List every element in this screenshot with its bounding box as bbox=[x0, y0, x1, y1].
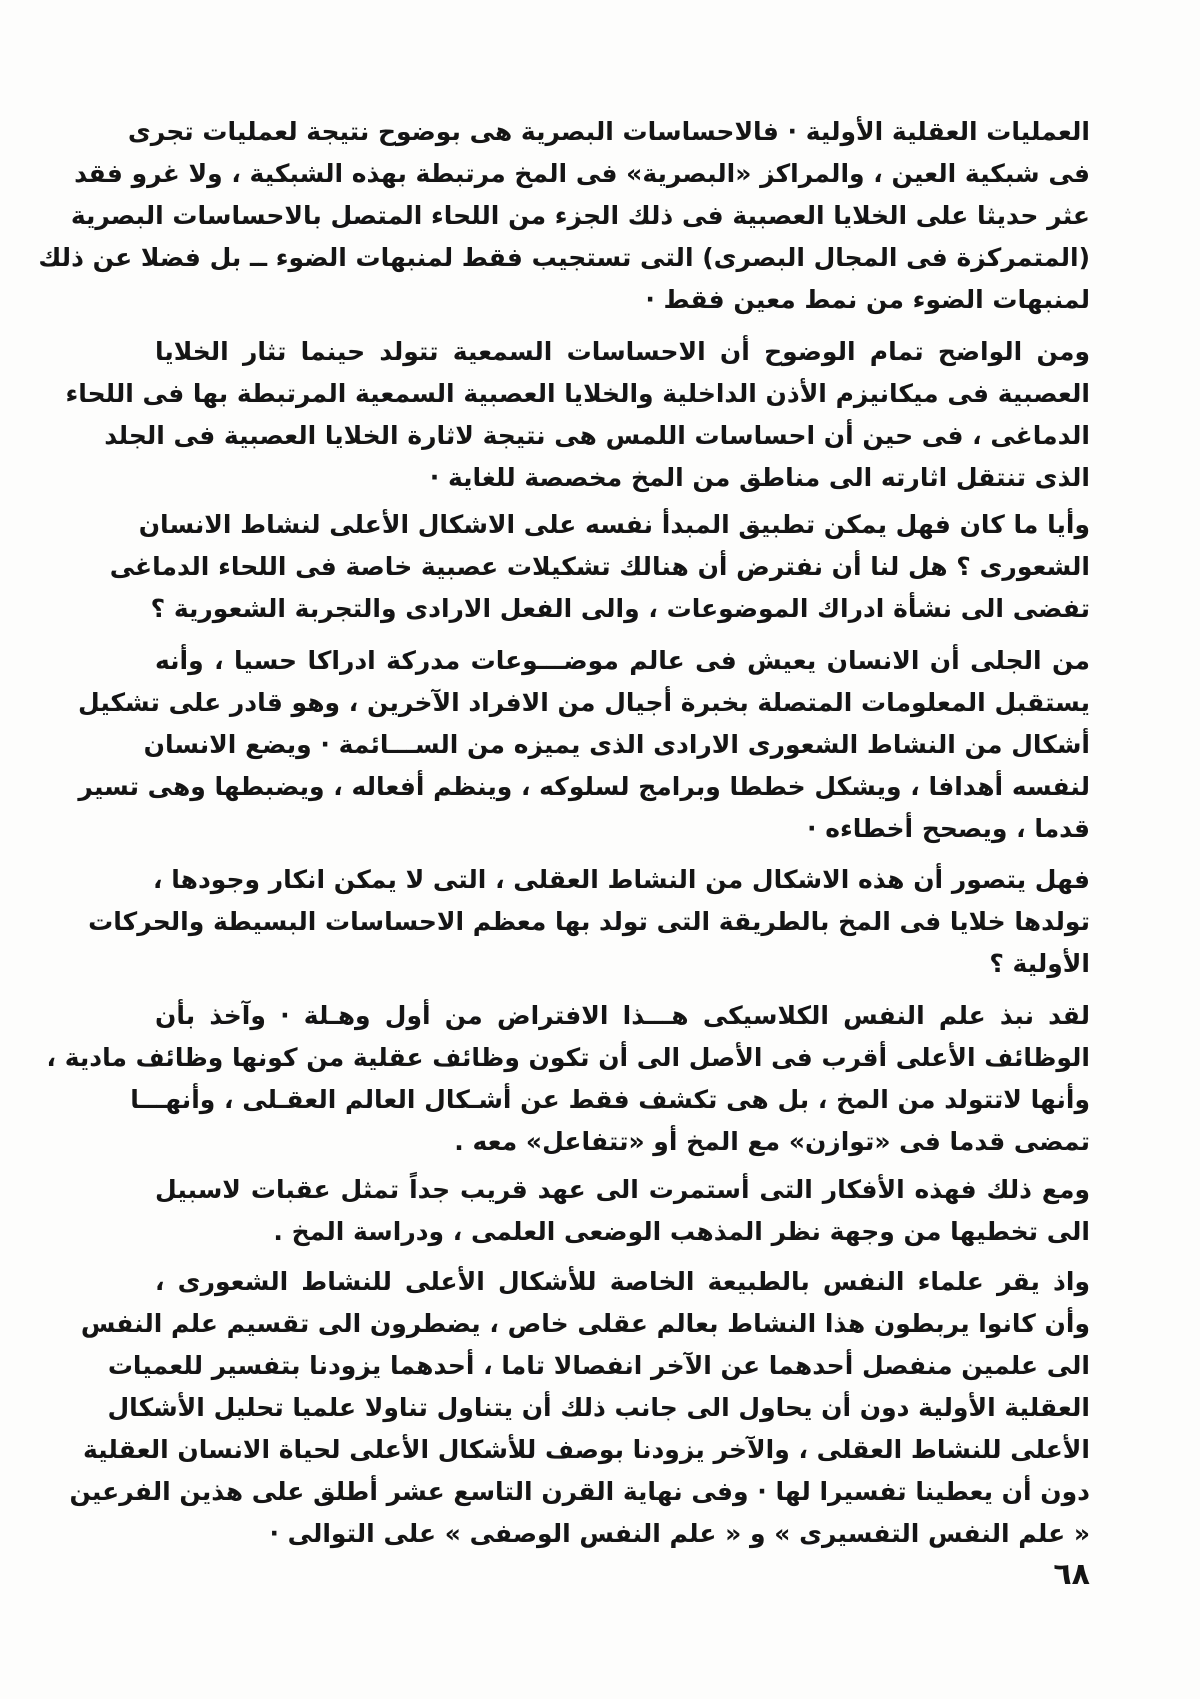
text-line: أشكال من النشاط الشعورى الارادى الذى يميزه من الســـائمة · ويضع الانسان bbox=[143, 730, 1090, 759]
text-line: الدماغى ، فى حين أن احساسات اللمس هى نتيجة لاثارة الخلايا العصبية فى الجلد bbox=[104, 421, 1090, 450]
text-line: (المتمركزة فى المجال البصرى) التى تستجيب فقط لمنبهات الضوء ــ بل فضلا عن ذلك bbox=[38, 243, 1090, 272]
text-line: لمنبهات الضوء من نمط معين فقط · bbox=[645, 285, 1090, 314]
text-line: وأنها لاتتولد من المخ ، بل هى تكشف فقط عن أشـكال العالم العقـلى ، وأنهـــا bbox=[130, 1085, 1090, 1114]
text-line: تمضى قدما فى «توازن» مع المخ أو «تتفاعل» معه . bbox=[454, 1127, 1090, 1156]
text-line: وأن كانوا يربطون هذا النشاط بعالم عقلى خاص ، يضطرون الى تقسيم علم النفس bbox=[80, 1309, 1090, 1338]
page-number: ٦٨ bbox=[1053, 1557, 1090, 1592]
text-line: يستقبل المعلومات المتصلة بخبرة أجيال من الافراد الآخرين ، وهو قادر على تشكيل bbox=[78, 688, 1090, 717]
text-line: الى تخطيها من وجهة نظر المذهب الوضعى العلمى ، ودراسة المخ . bbox=[273, 1217, 1090, 1246]
text-line: واذ يقر علماء النفس بالطبيعة الخاصة للأشكال الأعلى للنشاط الشعورى ، bbox=[155, 1267, 1090, 1296]
text-line: الوظائف الأعلى أقرب فى الأصل الى أن تكون وظائف عقلية من كونها وظائف مادية ، bbox=[46, 1043, 1090, 1072]
text-line: الشعورى ؟ هل لنا أن نفترض أن هنالك تشكيلات عصبية خاصة فى اللحاء الدماغى bbox=[109, 552, 1090, 581]
text-line: ومع ذلك فهذه الأفكار التى أستمرت الى عهد قريب جداً تمثل عقبات لاسبيل bbox=[155, 1175, 1090, 1204]
text-line: تولدها خلايا فى المخ بالطريقة التى تولد بها معظم الاحساسات البسيطة والحركات bbox=[88, 907, 1090, 936]
text-line: ومن الواضح تمام الوضوح أن الاحساسات السمعية تتولد حينما تثار الخلايا bbox=[155, 337, 1090, 366]
text-line: فهل يتصور أن هذه الاشكال من النشاط العقلى ، التى لا يمكن انكار وجودها ، bbox=[153, 865, 1090, 894]
text-line: لنفسه أهدافا ، ويشكل خططا وبرامج لسلوكه ، وينظم أفعاله ، ويضبطها وهى تسير bbox=[78, 772, 1090, 801]
text-line: العصبية فى ميكانيزم الأذن الداخلية والخلايا العصبية السمعية المرتبطة بها فى اللحاء bbox=[65, 379, 1090, 408]
text-line: تفضى الى نشأة ادراك الموضوعات ، والى الفعل الارادى والتجربة الشعورية ؟ bbox=[150, 594, 1090, 623]
text-line: العمليات العقلية الأولية · فالاحساسات البصرية هى بوضوح نتيجة لعمليات تجرى bbox=[127, 117, 1090, 146]
text-line: من الجلى أن الانسان يعيش فى عالم موضـــوعات مدركة ادراكا حسيا ، وأنه bbox=[155, 646, 1090, 675]
text-line: العقلية الأولية دون أن يحاول الى جانب ذلك أن يتناول تناولا علميا تحليل الأشكال bbox=[107, 1393, 1090, 1422]
text-line: وأيا ما كان فهل يمكن تطبيق المبدأ نفسه على الاشكال الأعلى لنشاط الانسان bbox=[138, 510, 1090, 539]
text-line: الأولية ؟ bbox=[989, 949, 1090, 978]
text-line: الذى تنتقل اثارته الى مناطق من المخ مخصصة للغاية · bbox=[429, 463, 1090, 492]
text-line: لقد نبذ علم النفس الكلاسيكى هـــذا الافتراض من أول وهـلة · وآخذ بأن bbox=[155, 1001, 1090, 1030]
text-line: الأعلى للنشاط العقلى ، والآخر يزودنا بوصف للأشكال الأعلى لحياة الانسان العقلية bbox=[83, 1435, 1090, 1464]
text-line: قدما ، ويصحح أخطاءه · bbox=[807, 814, 1090, 843]
text-line: الى علمين منفصل أحدهما عن الآخر انفصالا تاما ، أحدهما يزودنا بتفسير للعميات bbox=[107, 1351, 1090, 1380]
text-line: فى شبكية العين ، والمراكز «البصرية» فى المخ مرتبطة بهذه الشبكية ، ولا غرو فقد bbox=[74, 159, 1090, 188]
text-line: دون أن يعطينا تفسيرا لها · وفى نهاية القرن التاسع عشر أطلق على هذين الفرعين bbox=[69, 1477, 1090, 1506]
text-line: عثر حديثا على الخلايا العصبية فى ذلك الجزء من اللحاء المتصل بالاحساسات البصرية bbox=[70, 201, 1090, 230]
text-line: « علم النفس التفسيرى » و « علم النفس الوصفى » على التوالى · bbox=[269, 1519, 1090, 1548]
